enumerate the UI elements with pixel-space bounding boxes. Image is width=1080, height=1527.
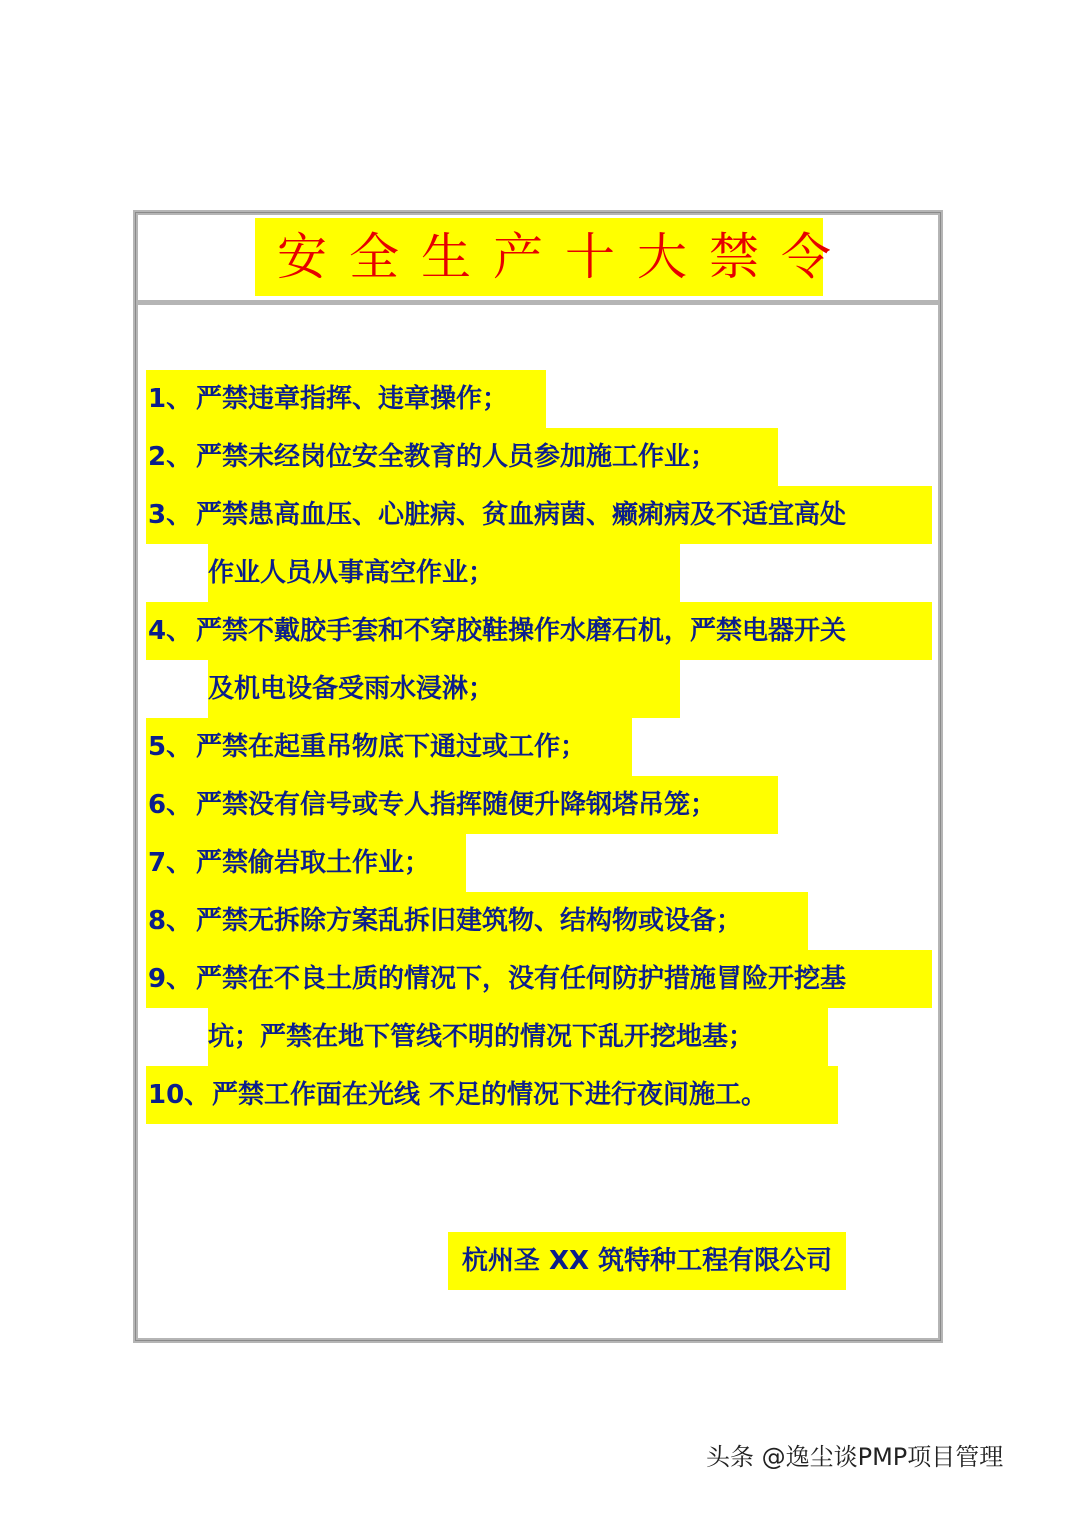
rule-line-continued [208,660,680,718]
rule-text: 作业人员从事高空作业； [208,558,495,588]
rule-line [146,486,932,544]
title-divider [138,300,938,305]
rule-text: 严禁无拆除方案乱拆旧建筑物、结构物或设备； [196,906,743,936]
rule-text: 严禁违章指挥、违章操作； [196,384,509,414]
rule-number: 1、 [148,384,193,414]
rule-line [146,950,932,1008]
rule-number: 7、 [148,848,193,878]
rule-number: 8、 [148,906,193,936]
rule-line [146,370,546,428]
rule-line [146,718,632,776]
rule-line [146,602,932,660]
rule-line-continued [208,544,680,602]
rule-line [146,1066,838,1124]
rule-text: 严禁没有信号或专人指挥随便升降钢塔吊笼； [196,790,717,820]
rule-text: 坑；严禁在地下管线不明的情况下乱开挖地基； [208,1022,755,1052]
rule-text: 严禁未经岗位安全教育的人员参加施工作业； [196,442,717,472]
rule-line [146,834,466,892]
rule-line [146,428,778,486]
rule-number: 3、 [148,500,193,530]
rule-number: 2、 [148,442,193,472]
rule-text: 严禁在不良土质的情况下，没有任何防护措施冒险开挖基 [196,964,847,994]
rule-text: 严禁工作面在光线 不足的情况下进行夜间施工。 [212,1080,768,1110]
company-name: 杭州圣 XX 筑特种工程有限公司 [448,1232,846,1290]
rule-text: 严禁患高血压、心脏病、贫血病菌、癞痢病及不适宜高处 [196,500,847,530]
rule-text: 严禁在起重吊物底下通过或工作； [196,732,587,762]
rule-line [146,892,808,950]
source-watermark: 头条 @逸尘谈PMP项目管理 [706,1443,1004,1471]
rule-text: 及机电设备受雨水浸淋； [208,674,495,704]
rule-line [146,776,778,834]
rule-number: 6、 [148,790,193,820]
rule-number: 5、 [148,732,193,762]
rule-number: 9、 [148,964,193,994]
rule-text: 严禁不戴胶手套和不穿胶鞋操作水磨石机，严禁电器开关 [196,616,847,646]
rule-number: 4、 [148,616,193,646]
notice-title: 安全生产十大禁令 [255,218,823,296]
rule-line-continued [208,1008,828,1066]
rule-text: 严禁偷岩取土作业； [196,848,431,878]
rule-number: 10、 [148,1080,211,1110]
